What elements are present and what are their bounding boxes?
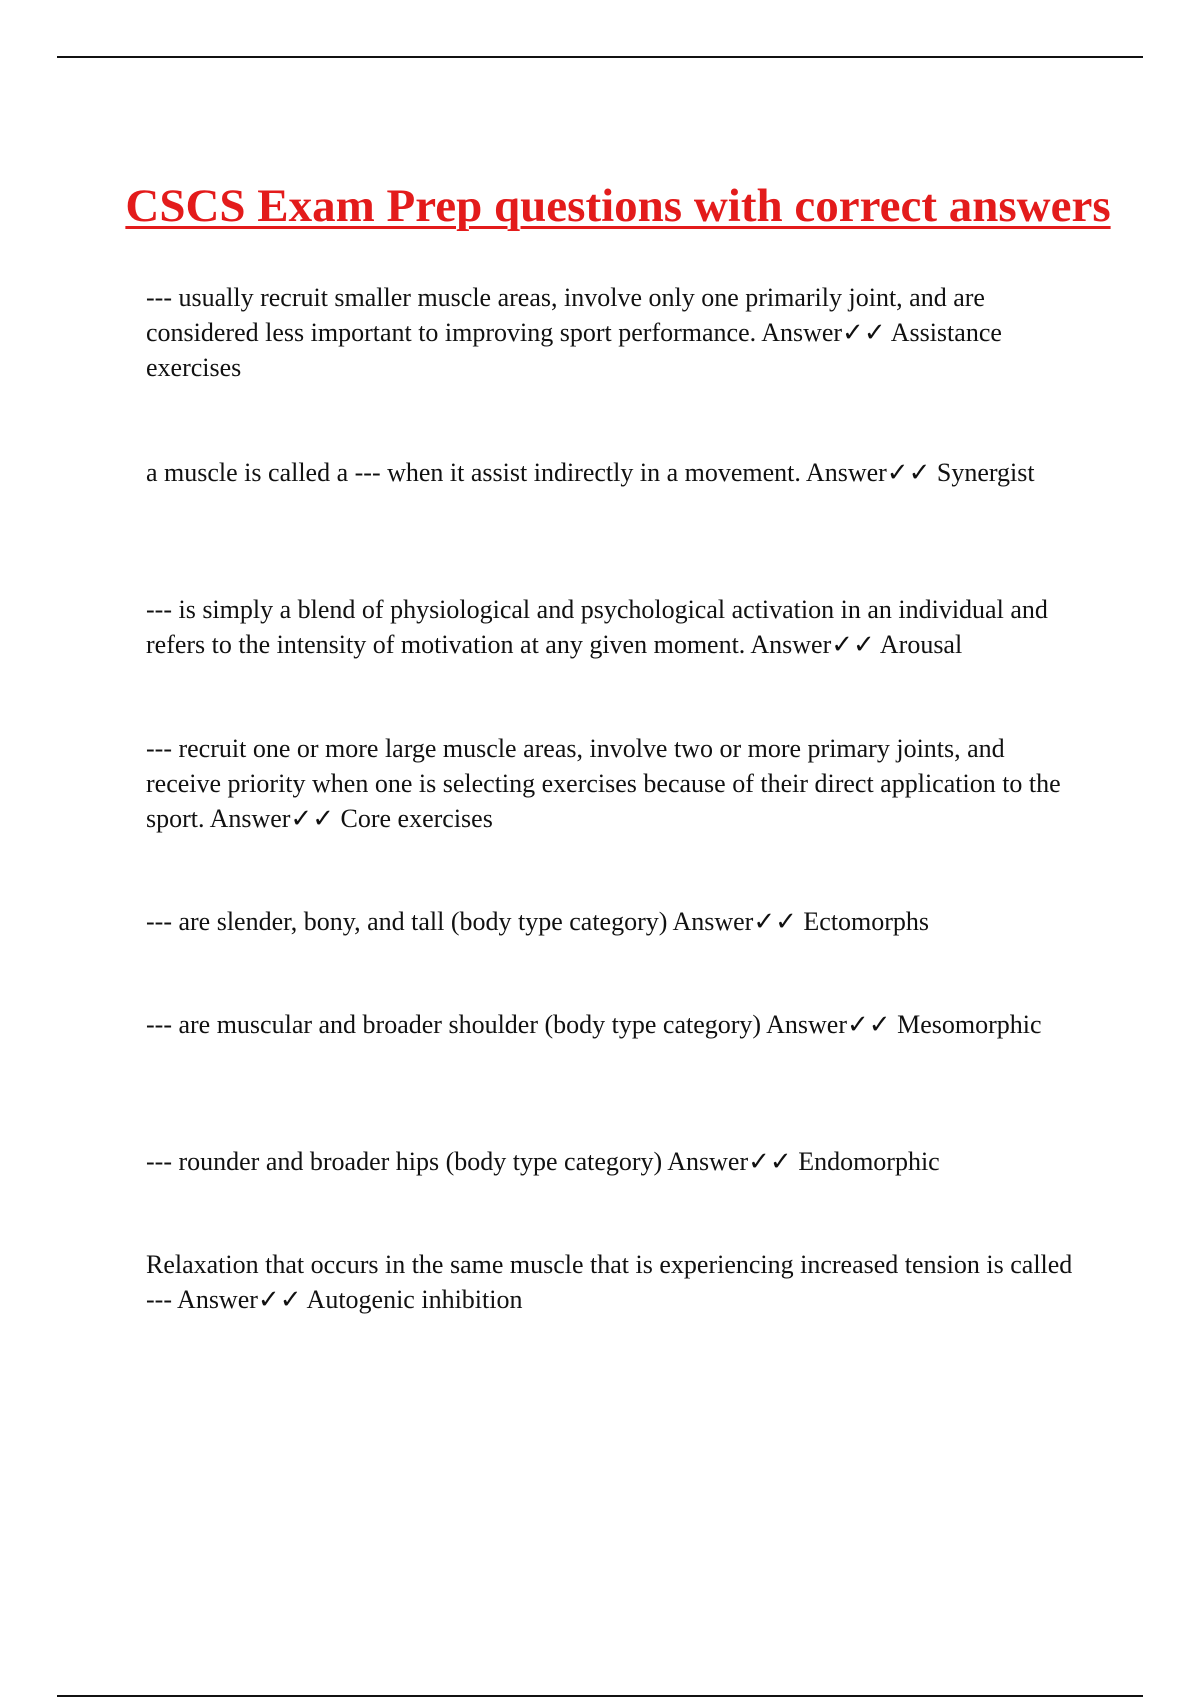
qa-item: --- rounder and broader hips (body type category) Answer✓✓ Endomorphic bbox=[146, 1147, 940, 1176]
qa-item: --- recruit one or more large muscle areas, involve two or more primary joints, and receive priority when one is selecting exercises because of their direct application to the sport. Answer✓✓ Core exercises bbox=[146, 734, 1061, 833]
qa-item: Relaxation that occurs in the same muscle that is experiencing increased tension is called --- Answer✓✓ Autogenic inhibition bbox=[146, 1250, 1073, 1314]
qa-item: --- is simply a blend of physiological and psychological activation in an individual and refers to the intensity of motivation at any given moment. Answer✓✓ Arousal bbox=[146, 595, 1048, 659]
qa-item: --- usually recruit smaller muscle areas, involve only one primarily joint, and are considered less important to improving sport performance. Answer✓✓ Assistance exercises bbox=[146, 283, 1002, 382]
qa-item: --- are slender, bony, and tall (body type category) Answer✓✓ Ectomorphs bbox=[146, 907, 930, 936]
document-title: CSCS Exam Prep questions with correct answers bbox=[125, 180, 1111, 233]
qa-item: a muscle is called a --- when it assist indirectly in a movement. Answer✓✓ Synergist bbox=[146, 458, 1035, 487]
bottom-divider bbox=[57, 1695, 1143, 1697]
top-divider bbox=[57, 56, 1143, 58]
qa-item: --- are muscular and broader shoulder (body type category) Answer✓✓ Mesomorphic bbox=[146, 1010, 1042, 1039]
